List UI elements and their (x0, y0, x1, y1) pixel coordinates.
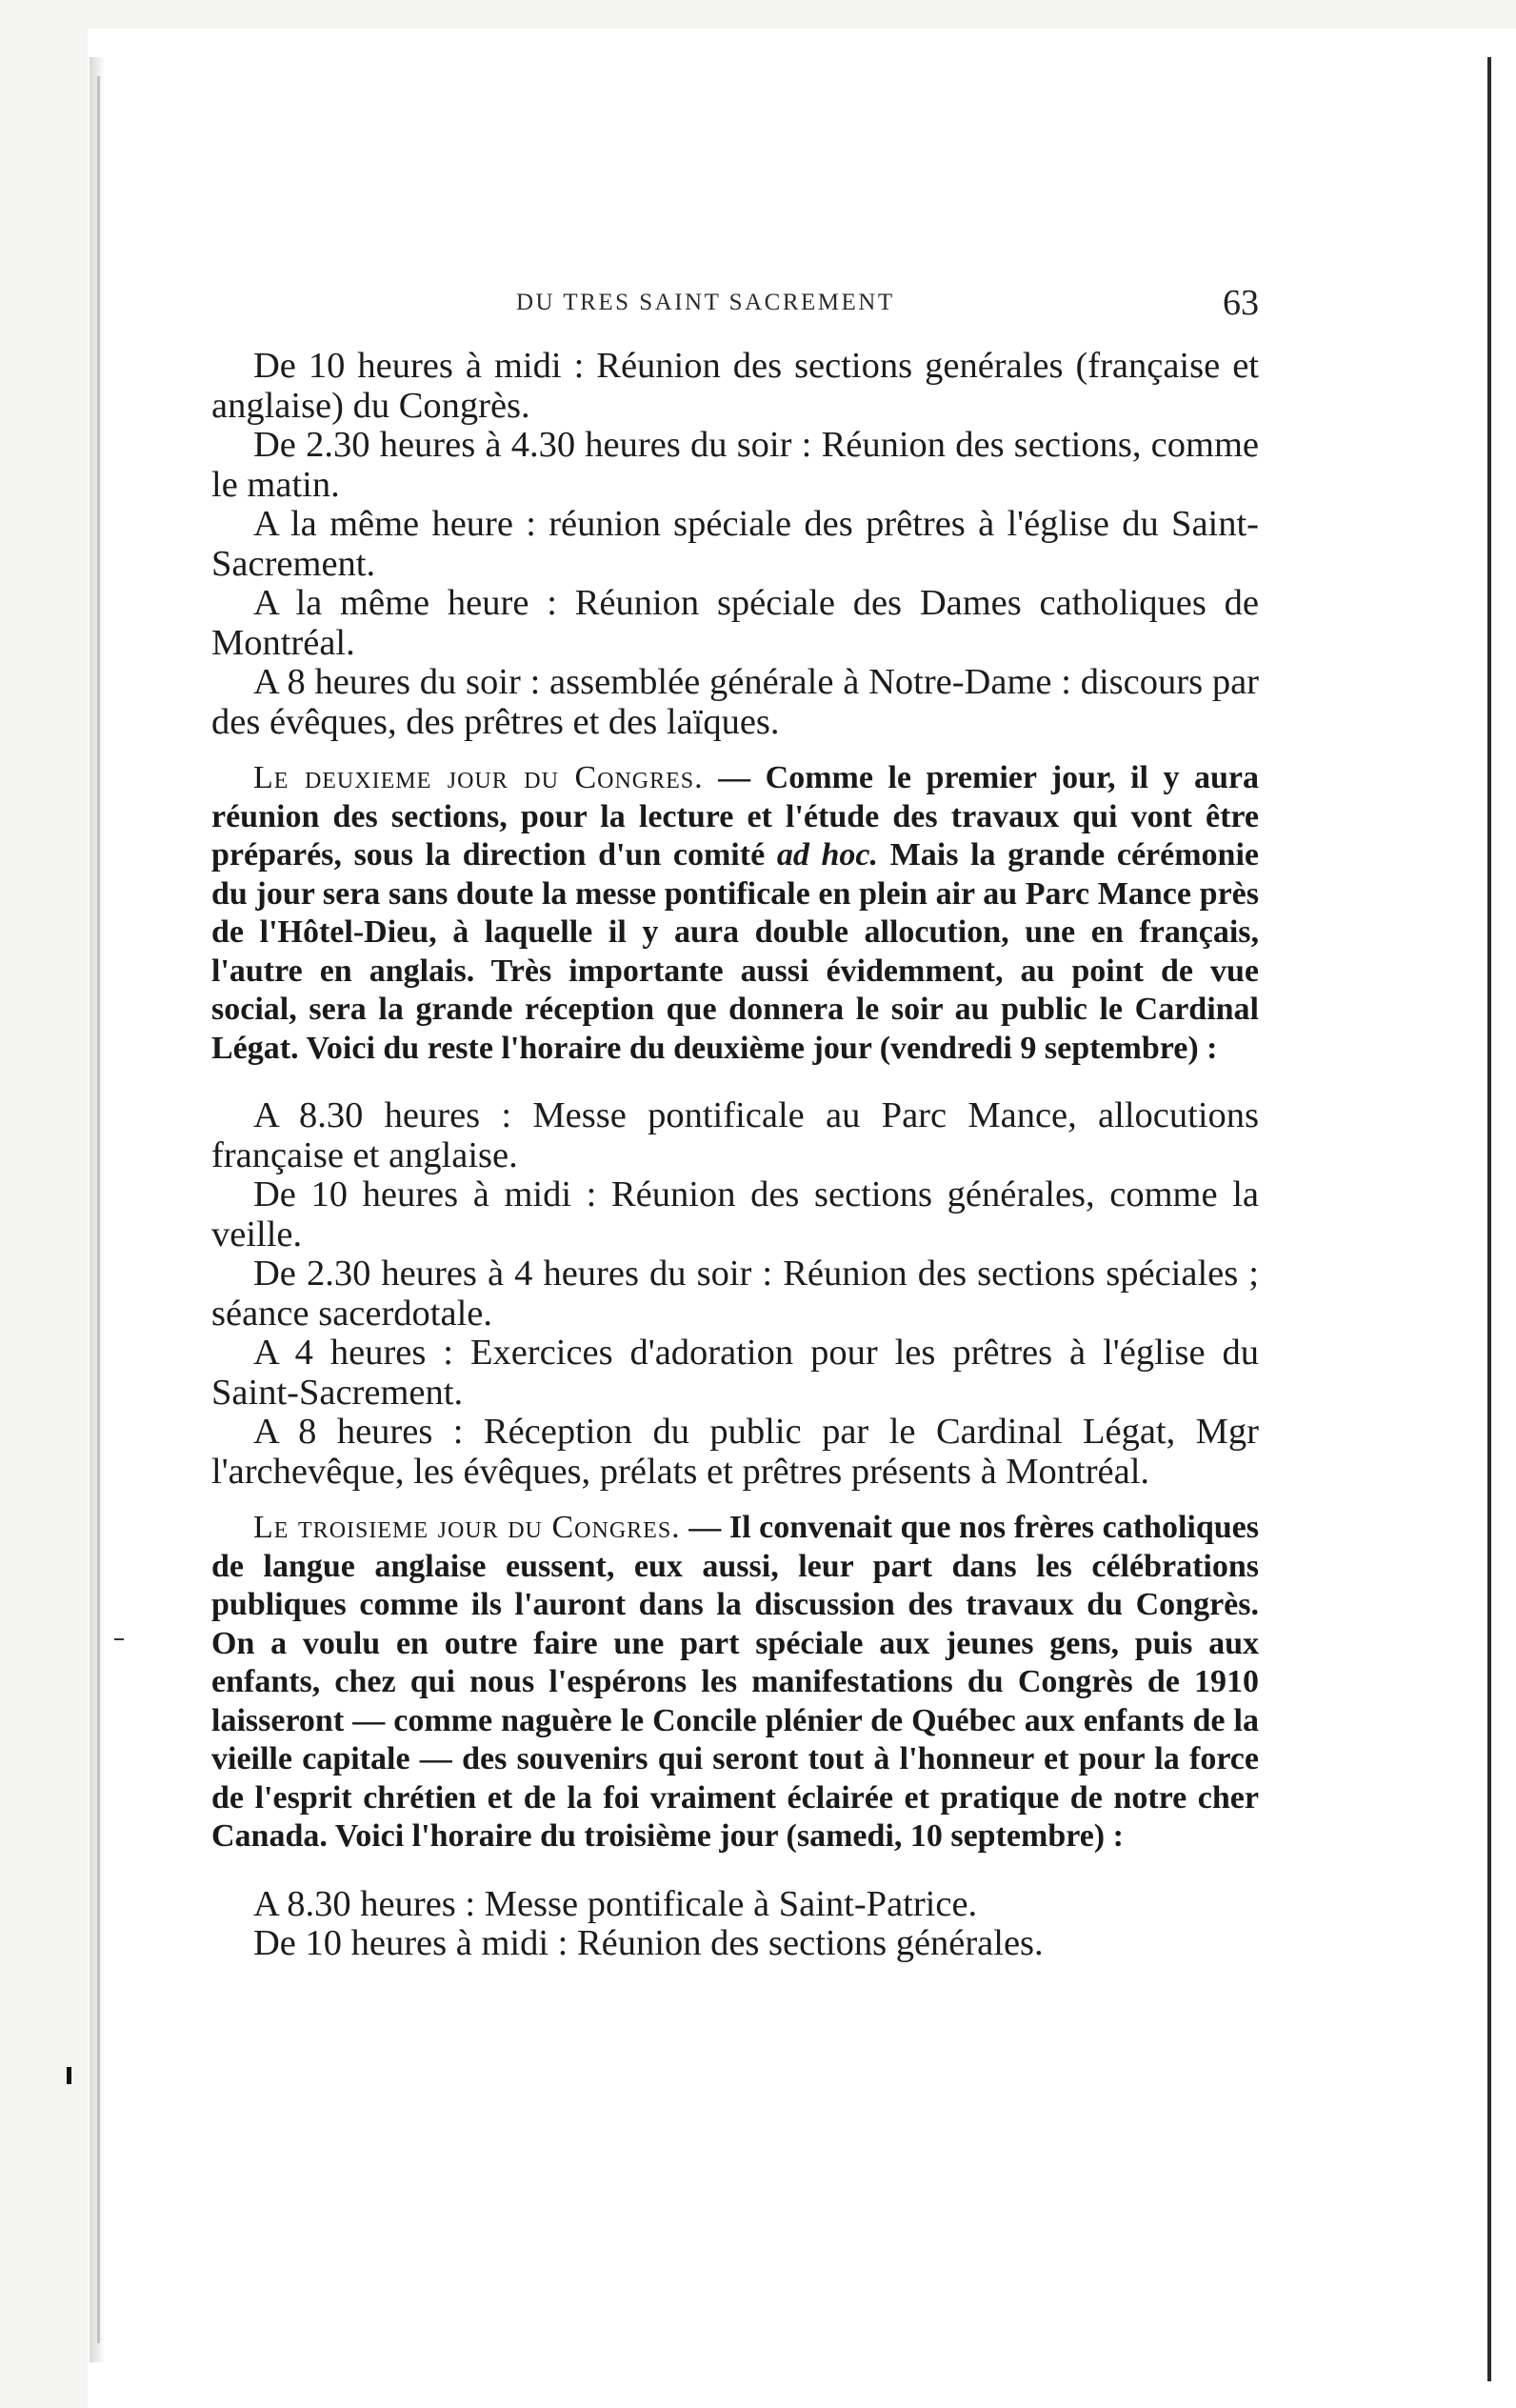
paragraph: A la même heure : réunion spéciale des prêtres à l'église du Saint-Sacrement. (211, 504, 1259, 584)
paragraph: A la même heure : Réunion spéciale des Dames catholiques de Montréal. (211, 583, 1259, 663)
page-header (211, 282, 1259, 330)
paragraph: De 10 heures à midi : Réunion des sections genérales (française et anglaise) du Congrès. (211, 346, 1259, 426)
paragraph: A 8.30 heures : Messe pontificale à Saint-Patrice. (253, 1883, 978, 1924)
paragraph: A 8 heures du soir : assemblée générale à Notre-Dame : discours par des évêques, des prêtres et des laïques. (211, 662, 1259, 742)
gutter-line (97, 76, 100, 2343)
paragraph: De 10 heures à midi : Réunion des sections générales. (253, 1923, 1044, 1963)
section-paragraph-third-day (211, 1509, 1259, 1856)
section-lead: Le deuxieme jour du Congres. (253, 760, 704, 795)
section-paragraph-second-day (211, 759, 1259, 1068)
section-text: — Comme le premier jour, il y aura réunion des sections, pour la lecture et l'étude des travaux qui vont être préparés, sous la direction d'un comité (211, 760, 1259, 873)
paragraph: De 2.30 heures à 4.30 heures du soir : Réunion des sections, comme le matin. (211, 425, 1259, 505)
margin-mark (114, 1638, 124, 1640)
italic-phrase: ad hoc. (776, 837, 879, 873)
paragraph: A 8 heures : Réception du public par le Cardinal Légat, Mgr l'archevêque, les évêques, prélats et prêtres présents à Montréal. (211, 1412, 1259, 1492)
running-title: DU TRES SAINT SACREMENT (516, 290, 895, 315)
section-text: Mais la grande cérémonie du jour sera sans doute la messe pontificale en plein air au Parc Mance près de l'Hôtel-Dieu, à laquelle il y aura double allocution, une en français, l'autre en anglais. Très importante aussi évidemment, au point de vue social, sera la grande réception que donnera le soir au public le Cardinal Légat. Voici du reste l'horaire du deuxième jour (vendredi 9 septembre) : (211, 837, 1260, 1066)
section-lead: Le troisieme jour du Congres. (253, 1510, 681, 1545)
paragraph: A 4 heures : Exercices d'adoration pour les prêtres à l'église du Saint-Sacrement. (211, 1333, 1259, 1413)
paragraph: De 10 heures à midi : Réunion des sections générales, comme la veille. (211, 1174, 1259, 1254)
page-body (211, 347, 1259, 1964)
margin-speck (67, 2067, 71, 2084)
paragraph: De 2.30 heures à 4 heures du soir : Réunion des sections spéciales ; séance sacerdotale. (211, 1254, 1259, 1334)
section-text: — Il convenait que nos frères catholiques de langue anglaise eussent, eux aussi, leur part dans les célébrations publiques comme ils l'auront dans la discussion des travaux du Congrès. On a voulu en outre faire une part spéciale aux jeunes gens, puis aux enfants, chez qui nous l'espérons les manifestations du Congrès de 1910 laisseront — comme naguère le Concile plénier de Québec aux enfants de la vieille capitale — des souvenirs qui seront tout à l'honneur et pour la force de l'esprit chrétien et de la foi vraiment éclairée et pratique de notre cher Canada. Voici l'horaire du troisième jour (samedi, 10 septembre) : (211, 1510, 1259, 1854)
page-number: 63 (1223, 283, 1259, 323)
paragraph: A 8.30 heures : Messe pontificale au Parc Mance, allocutions française et anglaise. (211, 1095, 1259, 1175)
page-edge (1487, 57, 1491, 2381)
